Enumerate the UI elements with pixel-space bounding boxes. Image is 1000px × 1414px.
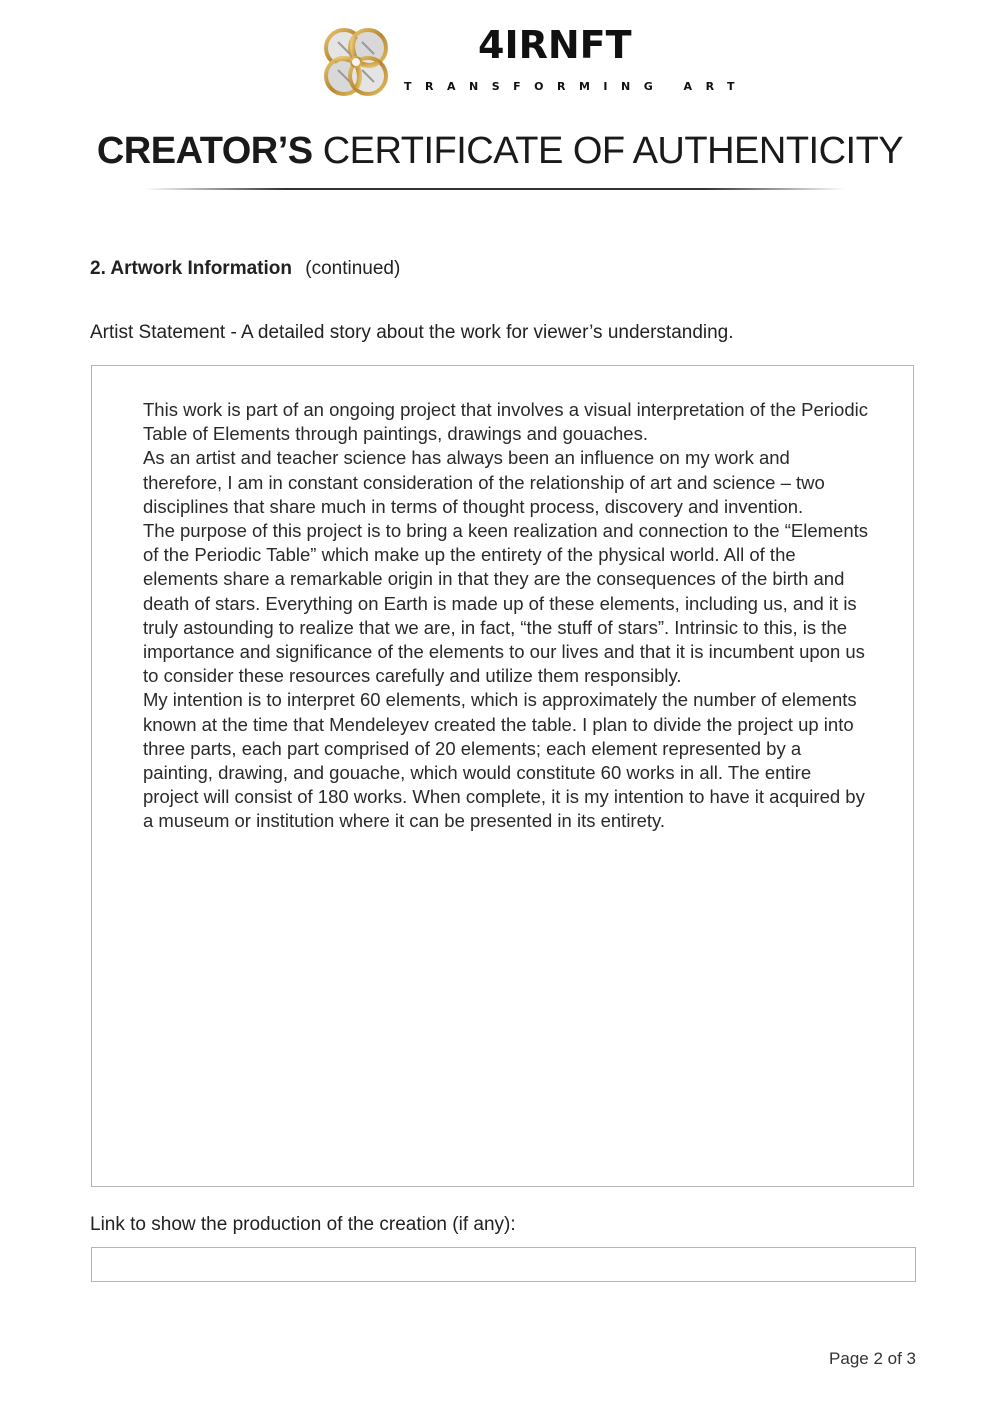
page-title-rest: CERTIFICATE OF AUTHENTICITY (322, 130, 904, 172)
production-link-field[interactable] (91, 1247, 916, 1282)
statement-paragraph: As an artist and teacher science has always been an influence on my work and therefore, I am in constant consideration of the relationship of art and science – two disciplines that share much in terms of thought process, discovery and invention. (143, 447, 825, 517)
statement-paragraph: This work is part of an ongoing project that involves a visual interpretation of the Periodic Table of Elements through paintings, drawings and gouaches. (143, 399, 868, 445)
artist-statement-label: Artist Statement - A detailed story about the work for viewer’s understanding. (90, 322, 734, 343)
title-divider (145, 188, 845, 190)
page-number: Page 2 of 3 (829, 1349, 916, 1368)
production-link-label: Link to show the production of the creation (if any): (90, 1214, 516, 1235)
statement-paragraph: The purpose of this project is to bring a keen realization and connection to the “Elements of the Periodic Table” which make up the entirety of the physical world. All of the elements share a remarkable origin in that they are the consequences of the birth and death of stars. Everything on Earth is made up of these elements, including us, and it is truly astounding to realize that we are, in fact, “the stuff of stars”. Intrinsic to this, is the importance and significance of the elements to our lives and that it is incumbent upon us to consider these resources carefully and utilize them responsibly. (143, 520, 869, 687)
artist-statement-field[interactable] (91, 365, 914, 1187)
gold-infinity-knot-logo-icon (316, 22, 396, 102)
brand-name: 4IRNFT (478, 23, 632, 67)
brand-tagline: TRANSFORMING ART (404, 80, 749, 93)
page-title (0, 130, 1000, 173)
page-title-strong: CREATOR’S (96, 130, 313, 172)
statement-paragraph: My intention is to interpret 60 elements, which is approximately the number of elements known at the time that Mendeleyev created the table. I plan to divide the project up into three parts, each part comprised of 20 elements; each element represented by a painting, drawing, and gouache, which would constitute 60 works in all. The entire project will consist of 180 works. When complete, it is my intention to have it acquired by a museum or institution where it can be presented in its entirety. (143, 689, 865, 832)
brand-logo (316, 22, 749, 102)
section-heading-title: 2. Artwork Information (90, 258, 292, 279)
section-heading (90, 258, 400, 280)
artist-statement-text (143, 398, 871, 834)
section-heading-note: (continued) (305, 258, 401, 279)
